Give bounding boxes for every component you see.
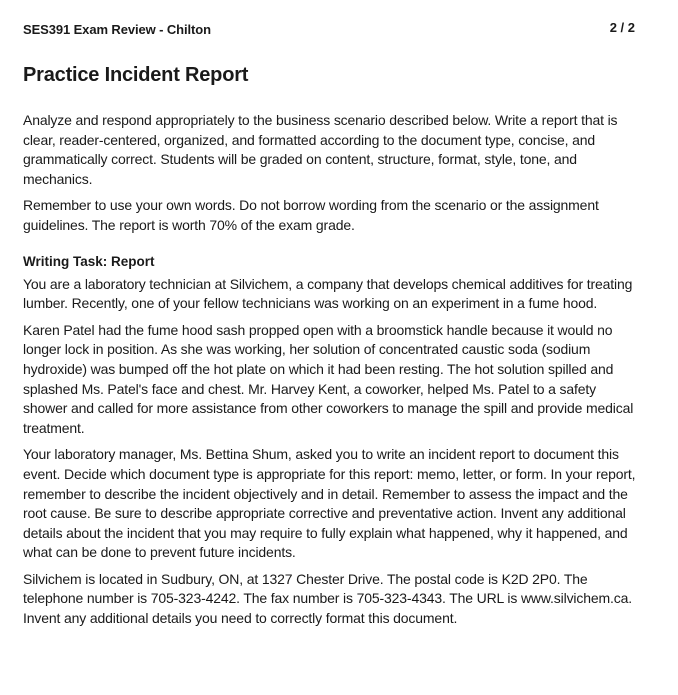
task-paragraph: Your laboratory manager, Ms. Bettina Shum, asked you to write an incident report to document this event. Decide which document type is appropriate for this report: memo, letter, or form. In your report, remember to describe the incident objectively and in detail. Remember to assess the impact and the root cause. Be sure to describe appropriate corrective and preventative action. Invent any additional details about the incident that you may require to fully explain what happened, why it happened, and what can be done to prevent future incidents. xyxy=(23,446,636,561)
task-paragraph: Silvichem is located in Sudbury, ON, at 1327 Chester Drive. The postal code is K2D 2P0. The telephone number is 705-323-4242. The fax number is 705-323-4343. The URL is www.silvichem.ca. Invent any additional details you need to correctly format this document. xyxy=(23,570,632,627)
page-number: 2 / 2 xyxy=(609,20,635,35)
course-title: SES391 Exam Review - Chilton xyxy=(23,22,211,37)
page-header xyxy=(23,20,635,40)
intro-paragraph: Analyze and respond appropriately to the business scenario described below. Write a report that is clear, reader-centered, organized, and formatted according to the document type, concise, and grammatically correct. Students will be graded on content, structure, format, style, tone, and mechanics. xyxy=(23,112,618,187)
section-heading: Writing Task: Report xyxy=(23,253,155,269)
task-paragraph: You are a laboratory technician at Silvichem, a company that develops chemical additives for treating lumber. Recently, one of your fellow technicians was working on an experiment in a fume hood. xyxy=(23,275,633,312)
page-title: Practice Incident Report xyxy=(23,64,249,86)
document-body xyxy=(23,111,643,636)
task-paragraph: Karen Patel had the fume hood sash propped open with a broomstick handle because it would no longer lock in position. As she was working, her solution of concentrated caustic soda (sodium hydroxide) was bumped off the hot plate on which it had been resting. The hot solution spilled and splashed Ms. Patel's face and chest. Mr. Harvey Kent, a coworker, helped Ms. Patel to a safety shower and called for more assistance from other coworkers to manage the spill and provide medical treatment. xyxy=(23,321,634,436)
intro-paragraph: Remember to use your own words. Do not borrow wording from the scenario or the assignment guidelines. The report is worth 70% of the exam grade. xyxy=(23,197,599,233)
